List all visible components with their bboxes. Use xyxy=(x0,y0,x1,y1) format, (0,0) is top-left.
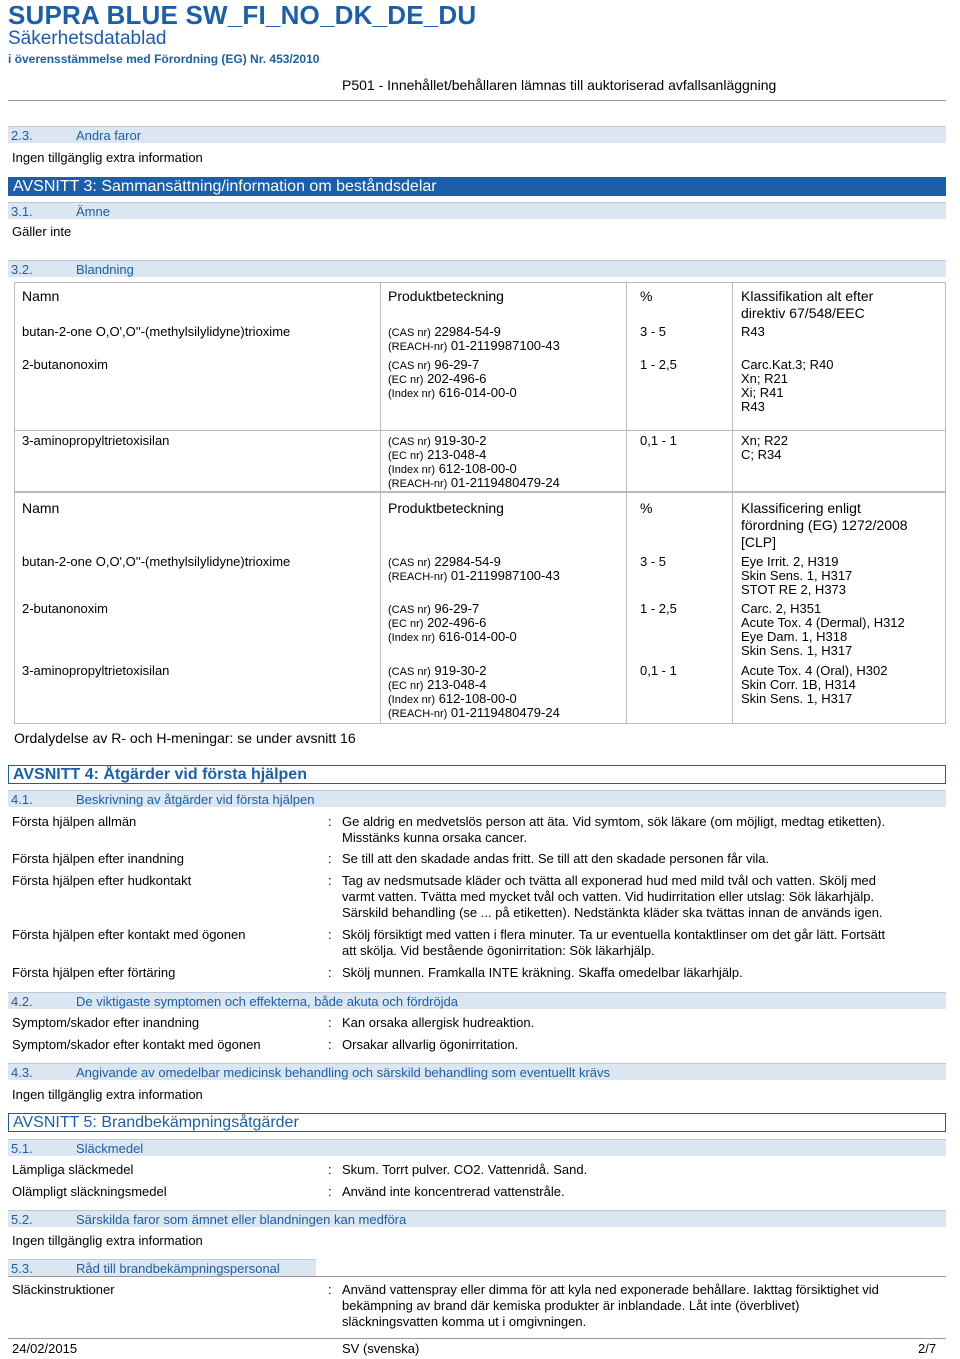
item-colon: : xyxy=(328,927,332,942)
table-row-pct: 3 - 5 xyxy=(640,324,667,339)
value-line: Ge aldrig en medvetslös person att äta. Vid symtom, sök läkare (om möjligt, medtag etiketten). xyxy=(342,814,886,829)
id-value: 22984-54-9 xyxy=(434,554,501,569)
item-value: Skum. Torrt pulver. CO2. Vattenridå. Sand. xyxy=(342,1162,588,1177)
id-value: 213-048-4 xyxy=(427,677,487,692)
subsection-4-1 xyxy=(8,790,946,807)
id-value: 616-014-00-0 xyxy=(438,629,517,644)
value-line: Skölj munnen. Framkalla INTE kräkning. Skaffa omedelbar läkarhjälp. xyxy=(342,965,743,980)
col-header-class-3: [CLP] xyxy=(741,534,777,550)
id-type: (CAS nr) xyxy=(388,557,431,569)
col-header-class-2: direktiv 67/548/EEC xyxy=(741,305,865,321)
item-value xyxy=(342,927,885,959)
col-header-pct: % xyxy=(640,288,653,304)
table-row-pct: 1 - 2,5 xyxy=(640,601,677,616)
table-row-class: Skin Corr. 1B, H314 xyxy=(741,677,856,692)
table-row-class: Skin Sens. 1, H317 xyxy=(741,691,853,706)
col-header-class-2: förordning (EG) 1272/2008 xyxy=(741,517,908,533)
value-line: släckningsvatten komma ut i omgivningen. xyxy=(342,1314,587,1329)
id-type: (REACH-nr) xyxy=(388,708,448,720)
item-label: Första hjälpen efter hudkontakt xyxy=(12,873,192,888)
subsection-label: Beskrivning av åtgärder vid första hjälpen xyxy=(76,792,315,807)
item-label: Första hjälpen efter inandning xyxy=(12,851,185,866)
id-type: (REACH-nr) xyxy=(388,571,448,583)
id-value: 01-2119987100-43 xyxy=(450,568,560,583)
s2-3-text: Ingen tillgänglig extra information xyxy=(12,150,203,165)
item-value xyxy=(342,814,885,846)
subsection-3-1 xyxy=(8,202,946,219)
item-value xyxy=(342,851,769,867)
section-title: AVSNITT 5: Brandbekämpningsåtgärder xyxy=(13,1114,299,1131)
table-row-class: Carc.Kat.3; R40 xyxy=(741,357,834,372)
table-row-pct: 0,1 - 1 xyxy=(640,433,677,448)
table-divider xyxy=(626,492,627,724)
table-row-name: 3-aminopropyltrietoxisilan xyxy=(22,663,170,678)
item-value xyxy=(342,1282,879,1330)
id-value: 202-496-6 xyxy=(427,615,487,630)
section-5-header xyxy=(8,1113,946,1132)
table-row-class: Xn; R22 xyxy=(741,433,788,448)
col-header-product: Produktbeteckning xyxy=(388,500,504,516)
subsection-4-3 xyxy=(8,1063,946,1080)
item-colon: : xyxy=(328,1162,332,1177)
subsection-label: Blandning xyxy=(76,262,134,277)
item-label: Olämpligt släckningsmedel xyxy=(12,1184,167,1199)
id-type: (Index nr) xyxy=(388,388,436,400)
id-type: (REACH-nr) xyxy=(388,478,448,490)
col-header-pct: % xyxy=(640,500,653,516)
table-row-class: Carc. 2, H351 xyxy=(741,601,822,616)
id-value: 612-108-00-0 xyxy=(438,691,517,706)
value-line: Särskild behandling (se ... på etiketten). Nedstänkta kläder ska tvättas innan de används igen. xyxy=(342,905,883,920)
subsection-number: 3.1. xyxy=(11,204,33,219)
table-row-class: Eye Dam. 1, H318 xyxy=(741,629,848,644)
table-divider xyxy=(732,282,733,492)
item-label: Lämpliga släckmedel xyxy=(12,1162,134,1177)
r-h-phrase-note: Ordalydelse av R- och H-meningar: se under avsnitt 16 xyxy=(14,730,356,746)
item-colon: : xyxy=(328,1184,332,1199)
col-header-class: Klassificering enligt xyxy=(741,500,861,516)
subsection-number: 4.1. xyxy=(11,792,33,807)
subsection-5-2 xyxy=(8,1210,946,1227)
subsection-label: Särskilda faror som ämnet eller blandningen kan medföra xyxy=(76,1212,407,1227)
section-title: AVSNITT 4: Åtgärder vid första hjälpen xyxy=(13,766,307,783)
col-header-class: Klassifikation alt efter xyxy=(741,288,874,304)
subsection-2-3 xyxy=(8,126,946,143)
value-line: Misstänks kunna orsaka cancer. xyxy=(342,830,527,845)
s3-1-text: Gäller inte xyxy=(12,224,72,239)
regulation-text: i överensstämmelse med Förordning (EG) Nr. 453/2010 xyxy=(8,52,320,66)
subsection-number: 5.2. xyxy=(11,1212,33,1227)
subsection-number: 3.2. xyxy=(11,262,33,277)
table-row-pct: 0,1 - 1 xyxy=(640,663,677,678)
p501-statement: P501 - Innehållet/behållaren lämnas till auktoriserad avfallsanläggning xyxy=(342,77,777,93)
subsection-label: Råd till brandbekämpningspersonal xyxy=(76,1261,280,1276)
id-value: 96-29-7 xyxy=(434,601,480,616)
section-4-header xyxy=(8,765,946,784)
id-type: (EC nr) xyxy=(388,450,424,462)
id-type: (CAS nr) xyxy=(388,436,431,448)
footer-divider xyxy=(8,1338,946,1339)
subsection-4-2 xyxy=(8,992,946,1009)
value-line: Tag av nedsmutsade kläder och tvätta all exponerad hud med mild tvål och vatten. Skölj med xyxy=(342,873,877,888)
table-row-pct: 1 - 2,5 xyxy=(640,357,677,372)
table-row-class: Eye Irrit. 2, H319 xyxy=(741,554,839,569)
item-colon: : xyxy=(328,1282,332,1297)
table-row-divider xyxy=(14,430,946,431)
s5-2-text: Ingen tillgänglig extra information xyxy=(12,1233,203,1248)
subsection-number: 2.3. xyxy=(11,128,33,143)
table-row-class: STOT RE 2, H373 xyxy=(741,582,847,597)
table-row-name: 3-aminopropyltrietoxisilan xyxy=(22,433,170,448)
item-value: Använd inte koncentrerad vattenstråle. xyxy=(342,1184,565,1199)
id-type: (CAS nr) xyxy=(388,360,431,372)
subsection-label: Andra faror xyxy=(76,128,142,143)
subsection-label: Släckmedel xyxy=(76,1141,144,1156)
col-header-product: Produktbeteckning xyxy=(388,288,504,304)
id-type: (CAS nr) xyxy=(388,604,431,616)
s4-3-text: Ingen tillgänglig extra information xyxy=(12,1087,203,1102)
item-label: Första hjälpen allmän xyxy=(12,814,137,829)
subsection-label: Angivande av omedelbar medicinsk behandling och särskild behandling som eventuellt krävs xyxy=(76,1065,611,1080)
id-value: 919-30-2 xyxy=(434,433,487,448)
table-row-name: butan-2-one O,O',O''-(methylsilylidyne)trioxime xyxy=(22,554,291,569)
id-type: (CAS nr) xyxy=(388,327,431,339)
subsection-number: 4.3. xyxy=(11,1065,33,1080)
table-row-name: butan-2-one O,O',O''-(methylsilylidyne)trioxime xyxy=(22,324,291,339)
table-row-name: 2-butanonoxim xyxy=(22,357,108,372)
item-label: Symptom/skador efter kontakt med ögonen xyxy=(12,1037,261,1052)
table-divider xyxy=(732,492,733,724)
subsection-divider xyxy=(8,1276,946,1277)
item-label: Symptom/skador efter inandning xyxy=(12,1015,200,1030)
id-type: (REACH-nr) xyxy=(388,341,448,353)
item-colon: : xyxy=(328,1037,332,1052)
document-subtitle: Säkerhetsdatablad xyxy=(8,28,167,49)
table-row-class: Xn; R21 xyxy=(741,371,788,386)
value-line: Använd vattenspray eller dimma för att kyla ned exponerade behållare. Iakttag försiktighet vid xyxy=(342,1282,879,1297)
item-value xyxy=(342,965,743,981)
section-3-header xyxy=(8,177,946,196)
table-row-name: 2-butanonoxim xyxy=(22,601,108,616)
footer-language: SV (svenska) xyxy=(342,1341,420,1356)
subsection-5-3 xyxy=(8,1259,316,1276)
table-row-class: C; R34 xyxy=(741,447,782,462)
id-value: 616-014-00-0 xyxy=(438,385,517,400)
document-title: SUPRA BLUE SW_FI_NO_DK_DE_DU xyxy=(8,0,477,30)
id-type: (Index nr) xyxy=(388,694,436,706)
id-value: 96-29-7 xyxy=(434,357,480,372)
value-line: varmt vatten. Tvätta med mycket tvål och vatten. Vid hudirritation eller utslag: Sök läkarhjälp. xyxy=(342,889,875,904)
item-label: Första hjälpen efter förtäring xyxy=(12,965,176,980)
id-value: 01-2119987100-43 xyxy=(450,338,560,353)
table-row-class: Skin Sens. 1, H317 xyxy=(741,643,853,658)
table-divider xyxy=(380,282,381,492)
id-type: (EC nr) xyxy=(388,374,424,386)
value-line: bekämpning av brand där kemiska produkter är inblandade. Låt inte (överblivet) xyxy=(342,1298,800,1313)
value-line: att skölja. Vid bestående ögonirritation: Sök läkarhjälp. xyxy=(342,943,655,958)
id-type: (Index nr) xyxy=(388,464,436,476)
table-divider xyxy=(380,492,381,724)
id-type: (EC nr) xyxy=(388,618,424,630)
item-colon: : xyxy=(328,851,332,866)
id-value: 612-108-00-0 xyxy=(438,461,517,476)
value-line: Skölj försiktigt med vatten i flera minuter. Ta ur eventuella kontaktlinser om det går lätt. Fortsätt xyxy=(342,927,886,942)
item-value xyxy=(342,873,883,921)
item-colon: : xyxy=(328,965,332,980)
col-header-name: Namn xyxy=(22,500,60,516)
subsection-label: Ämne xyxy=(76,204,110,219)
subsection-number: 5.3. xyxy=(11,1261,33,1276)
table-row-class: Skin Sens. 1, H317 xyxy=(741,568,853,583)
footer-date: 24/02/2015 xyxy=(12,1341,78,1356)
subsection-label: De viktigaste symptomen och effekterna, både akuta och fördröjda xyxy=(76,994,459,1009)
id-type: (EC nr) xyxy=(388,680,424,692)
table-row-class: Acute Tox. 4 (Oral), H302 xyxy=(741,663,888,678)
item-colon: : xyxy=(328,1015,332,1030)
table-divider xyxy=(626,282,627,492)
table-row-class: R43 xyxy=(741,399,765,414)
table-row-pct: 3 - 5 xyxy=(640,554,667,569)
item-colon: : xyxy=(328,814,332,829)
id-value: 01-2119480479-24 xyxy=(450,705,560,720)
item-colon: : xyxy=(328,873,332,888)
value-line: Se till att den skadade andas fritt. Se till att den skadade personen får vila. xyxy=(342,851,770,866)
table-row-class: Acute Tox. 4 (Dermal), H312 xyxy=(741,615,905,630)
subsection-number: 5.1. xyxy=(11,1141,33,1156)
id-type: (Index nr) xyxy=(388,632,436,644)
id-type: (CAS nr) xyxy=(388,666,431,678)
col-header-name: Namn xyxy=(22,288,60,304)
item-value: Kan orsaka allergisk hudreaktion. xyxy=(342,1015,535,1030)
id-value: 202-496-6 xyxy=(427,371,487,386)
header-divider xyxy=(8,100,946,101)
item-label: Släckinstruktioner xyxy=(12,1282,115,1297)
subsection-5-1 xyxy=(8,1139,946,1156)
table-row-class: R43 xyxy=(741,324,765,339)
id-value: 919-30-2 xyxy=(434,663,487,678)
id-value: 22984-54-9 xyxy=(434,324,501,339)
subsection-number: 4.2. xyxy=(11,994,33,1009)
item-value: Orsakar allvarlig ögonirritation. xyxy=(342,1037,519,1052)
id-value: 01-2119480479-24 xyxy=(450,475,560,490)
item-label: Första hjälpen efter kontakt med ögonen xyxy=(12,927,246,942)
section-title: AVSNITT 3: Sammansättning/information om beståndsdelar xyxy=(13,178,441,196)
footer-page-number: 2/7 xyxy=(918,1341,937,1356)
id-value: 213-048-4 xyxy=(427,447,487,462)
subsection-3-2 xyxy=(8,260,946,277)
table-row-class: Xi; R41 xyxy=(741,385,784,400)
